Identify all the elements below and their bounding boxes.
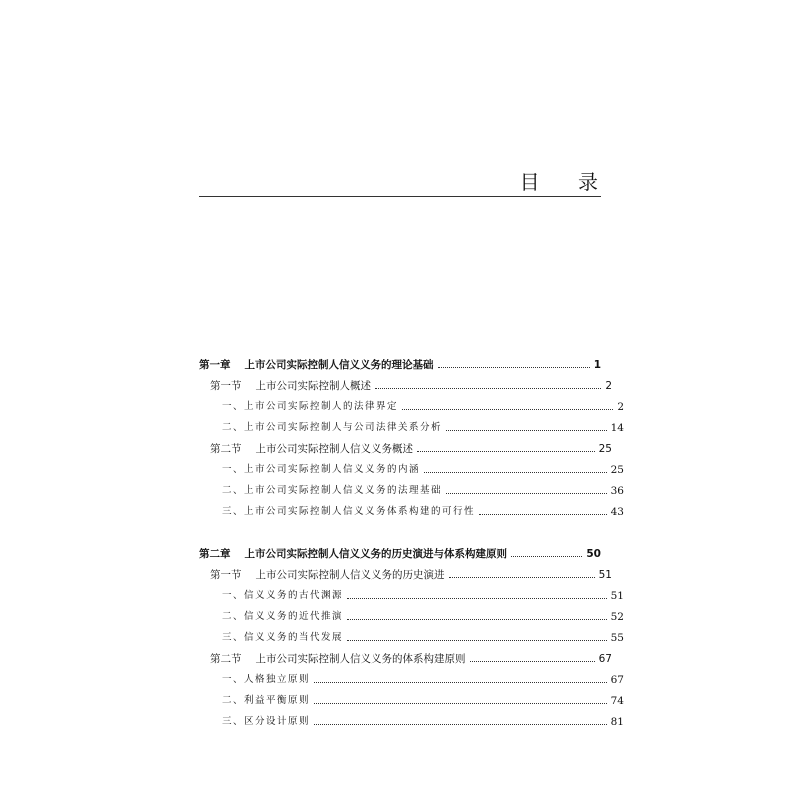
dot-leader [438, 367, 590, 368]
toc-page-number: 2 [617, 401, 624, 413]
dot-leader [402, 409, 613, 410]
toc-entry-text: 二、上市公司实际控制人与公司法律关系分析 [222, 422, 443, 433]
toc-entry-label [210, 568, 445, 582]
toc-section-1-1[interactable] [199, 375, 612, 393]
dot-leader [347, 598, 607, 599]
toc-page-number: 81 [610, 716, 624, 728]
toc-entry-label [210, 652, 466, 666]
toc-entry-prefix: 第二节 [210, 443, 242, 455]
dot-leader [314, 703, 607, 704]
toc-page-number: 1 [593, 359, 601, 371]
toc-entry-prefix: 第二节 [210, 653, 242, 665]
dot-leader [424, 472, 607, 473]
toc-section-2-2[interactable] [199, 648, 612, 666]
toc-page-number: 74 [610, 695, 624, 707]
toc-entry-label [199, 547, 507, 561]
toc-page-number: 50 [586, 548, 601, 560]
toc-page-number: 43 [610, 506, 624, 518]
dot-leader [375, 388, 601, 389]
toc-entry-text: 二、上市公司实际控制人信义义务的法理基础 [222, 485, 443, 496]
toc-page-number: 55 [610, 632, 624, 644]
toc-entry-text: 上市公司实际控制人信义义务概述 [255, 443, 413, 455]
toc-entry-text: 二、利益平衡原则 [222, 695, 311, 706]
toc-entry-text: 一、信义义务的古代渊源 [222, 590, 344, 601]
toc-item[interactable] [199, 690, 624, 708]
toc-item[interactable] [199, 459, 624, 477]
dot-leader [347, 619, 607, 620]
dot-leader [479, 514, 607, 515]
toc-entry-prefix: 第二章 [199, 548, 231, 560]
toc-item[interactable] [199, 417, 624, 435]
toc-page-number: 14 [610, 422, 624, 434]
toc-entry-label [199, 358, 434, 372]
toc-entry-text: 三、区分设计原则 [222, 716, 311, 727]
dot-leader [470, 661, 595, 662]
toc-entry-text: 一、上市公司实际控制人信义义务的内涵 [222, 464, 421, 475]
toc-page-number: 52 [610, 611, 624, 623]
toc-page-number: 51 [610, 590, 624, 602]
toc-page-number: 36 [610, 485, 624, 497]
toc-entry-text: 上市公司实际控制人信义义务的体系构建原则 [255, 653, 466, 665]
dot-leader [446, 493, 607, 494]
toc-entry-text: 二、信义义务的近代推演 [222, 611, 344, 622]
toc-entry-prefix: 第一节 [210, 380, 242, 392]
dot-leader [314, 724, 607, 725]
toc-section-1-2[interactable] [199, 438, 612, 456]
toc-chapter-2[interactable] [199, 543, 601, 561]
toc-item[interactable] [199, 627, 624, 645]
dot-leader [446, 430, 607, 431]
toc-entry-prefix: 第一章 [199, 359, 231, 371]
toc-entry-label [210, 379, 371, 393]
toc-item[interactable] [199, 501, 624, 519]
dot-leader [347, 640, 607, 641]
toc-entry-label [210, 442, 413, 456]
dot-leader [449, 577, 595, 578]
toc-item[interactable] [199, 585, 624, 603]
dot-leader [417, 451, 595, 452]
toc-entry-text: 一、人格独立原则 [222, 674, 311, 685]
toc-entry-text: 上市公司实际控制人概述 [255, 380, 371, 392]
toc-page-number: 67 [610, 674, 624, 686]
toc-page-number: 25 [598, 443, 612, 455]
toc-chapter-1[interactable] [199, 354, 601, 372]
toc-item[interactable] [199, 606, 624, 624]
toc-item[interactable] [199, 396, 624, 414]
title-divider [199, 196, 601, 197]
dot-leader [511, 556, 582, 557]
toc-item[interactable] [199, 480, 624, 498]
toc-section-2-1[interactable] [199, 564, 612, 582]
toc-entry-text: 一、上市公司实际控制人的法律界定 [222, 401, 399, 412]
toc-page-number: 67 [598, 653, 612, 665]
dot-leader [314, 682, 607, 683]
toc-page-number: 51 [598, 569, 612, 581]
toc-entry-text: 三、上市公司实际控制人信义义务体系构建的可行性 [222, 506, 476, 517]
toc-entry-text: 上市公司实际控制人信义义务的历史演进与体系构建原则 [244, 548, 507, 560]
page-title: 目 录 [519, 170, 614, 194]
toc-page-number: 2 [605, 380, 612, 392]
toc-entry-prefix: 第一节 [210, 569, 242, 581]
toc-item[interactable] [199, 711, 624, 729]
toc-item[interactable] [199, 669, 624, 687]
toc-entry-text: 上市公司实际控制人信义义务的历史演进 [255, 569, 445, 581]
toc-page-number: 25 [610, 464, 624, 476]
toc-entry-text: 上市公司实际控制人信义义务的理论基础 [244, 359, 434, 371]
toc-entry-text: 三、信义义务的当代发展 [222, 632, 344, 643]
